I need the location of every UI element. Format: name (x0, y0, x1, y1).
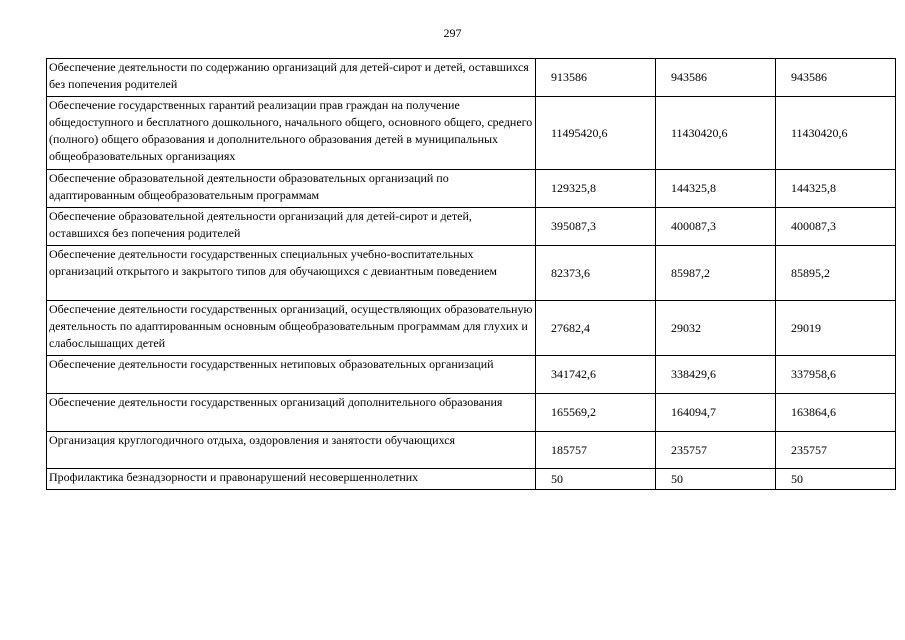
row-name-cell: Обеспечение деятельности государственных специальных учебно-воспитательных организаций открытого и закрытого типов для обучающихся с девиантным поведением (47, 246, 536, 301)
table-row (47, 469, 896, 490)
value-cell-2: 11430420,6 (656, 97, 776, 170)
value-cell-1: 11495420,6 (536, 97, 656, 170)
row-name-cell: Обеспечение образовательной деятельности организаций для детей-сирот и детей, оставшихся без попечения родителей (47, 208, 536, 246)
value-cell-3: 50 (776, 469, 896, 490)
row-name-cell: Обеспечение деятельности государственных организаций, осуществляющих образовательную деятельность по адаптированным основным общеобразовательным программам для глухих и слабослышащих детей (47, 301, 536, 356)
table-row (47, 432, 896, 469)
value-cell-1: 341742,6 (536, 356, 656, 394)
value-cell-1: 165569,2 (536, 394, 656, 432)
value-cell-2: 144325,8 (656, 170, 776, 208)
row-name-cell: Организация круглогодичного отдыха, оздоровления и занятости обучающихся (47, 432, 536, 469)
row-name-cell: Обеспечение деятельности государственных организаций дополнительного образования (47, 394, 536, 432)
value-cell-3: 144325,8 (776, 170, 896, 208)
table-row (47, 246, 896, 301)
value-cell-3: 29019 (776, 301, 896, 356)
value-cell-3: 235757 (776, 432, 896, 469)
value-cell-2: 50 (656, 469, 776, 490)
value-cell-2: 338429,6 (656, 356, 776, 394)
table-row (47, 97, 896, 170)
table-row (47, 170, 896, 208)
value-cell-3: 163864,6 (776, 394, 896, 432)
table-row (47, 356, 896, 394)
table-row (47, 59, 896, 97)
value-cell-2: 943586 (656, 59, 776, 97)
value-cell-1: 395087,3 (536, 208, 656, 246)
row-name-cell: Профилактика безнадзорности и правонарушений несовершеннолетних (47, 469, 536, 490)
table-row (47, 208, 896, 246)
value-cell-3: 943586 (776, 59, 896, 97)
value-cell-1: 27682,4 (536, 301, 656, 356)
value-cell-1: 913586 (536, 59, 656, 97)
row-name-cell: Обеспечение государственных гарантий реализации прав граждан на получение общедоступного и бесплатного дошкольного, начального общего, основного общего, среднего (полного) общего образования и дополнительного образования детей в муниципальных общеобразовательных организациях (47, 97, 536, 170)
value-cell-2: 400087,3 (656, 208, 776, 246)
value-cell-2: 235757 (656, 432, 776, 469)
value-cell-2: 85987,2 (656, 246, 776, 301)
row-name-cell: Обеспечение деятельности государственных нетиповых образовательных организаций (47, 356, 536, 394)
value-cell-1: 50 (536, 469, 656, 490)
budget-table (46, 58, 896, 490)
page-number: 297 (443, 26, 462, 40)
value-cell-1: 82373,6 (536, 246, 656, 301)
table-row (47, 301, 896, 356)
table-row (47, 394, 896, 432)
value-cell-3: 11430420,6 (776, 97, 896, 170)
value-cell-3: 337958,6 (776, 356, 896, 394)
row-name-cell: Обеспечение деятельности по содержанию организаций для детей-сирот и детей, оставшихся без попечения родителей (47, 59, 536, 97)
row-name-cell: Обеспечение образовательной деятельности образовательных организаций по адаптированным общеобразовательным программам (47, 170, 536, 208)
value-cell-1: 185757 (536, 432, 656, 469)
value-cell-2: 164094,7 (656, 394, 776, 432)
value-cell-2: 29032 (656, 301, 776, 356)
value-cell-1: 129325,8 (536, 170, 656, 208)
value-cell-3: 400087,3 (776, 208, 896, 246)
value-cell-3: 85895,2 (776, 246, 896, 301)
